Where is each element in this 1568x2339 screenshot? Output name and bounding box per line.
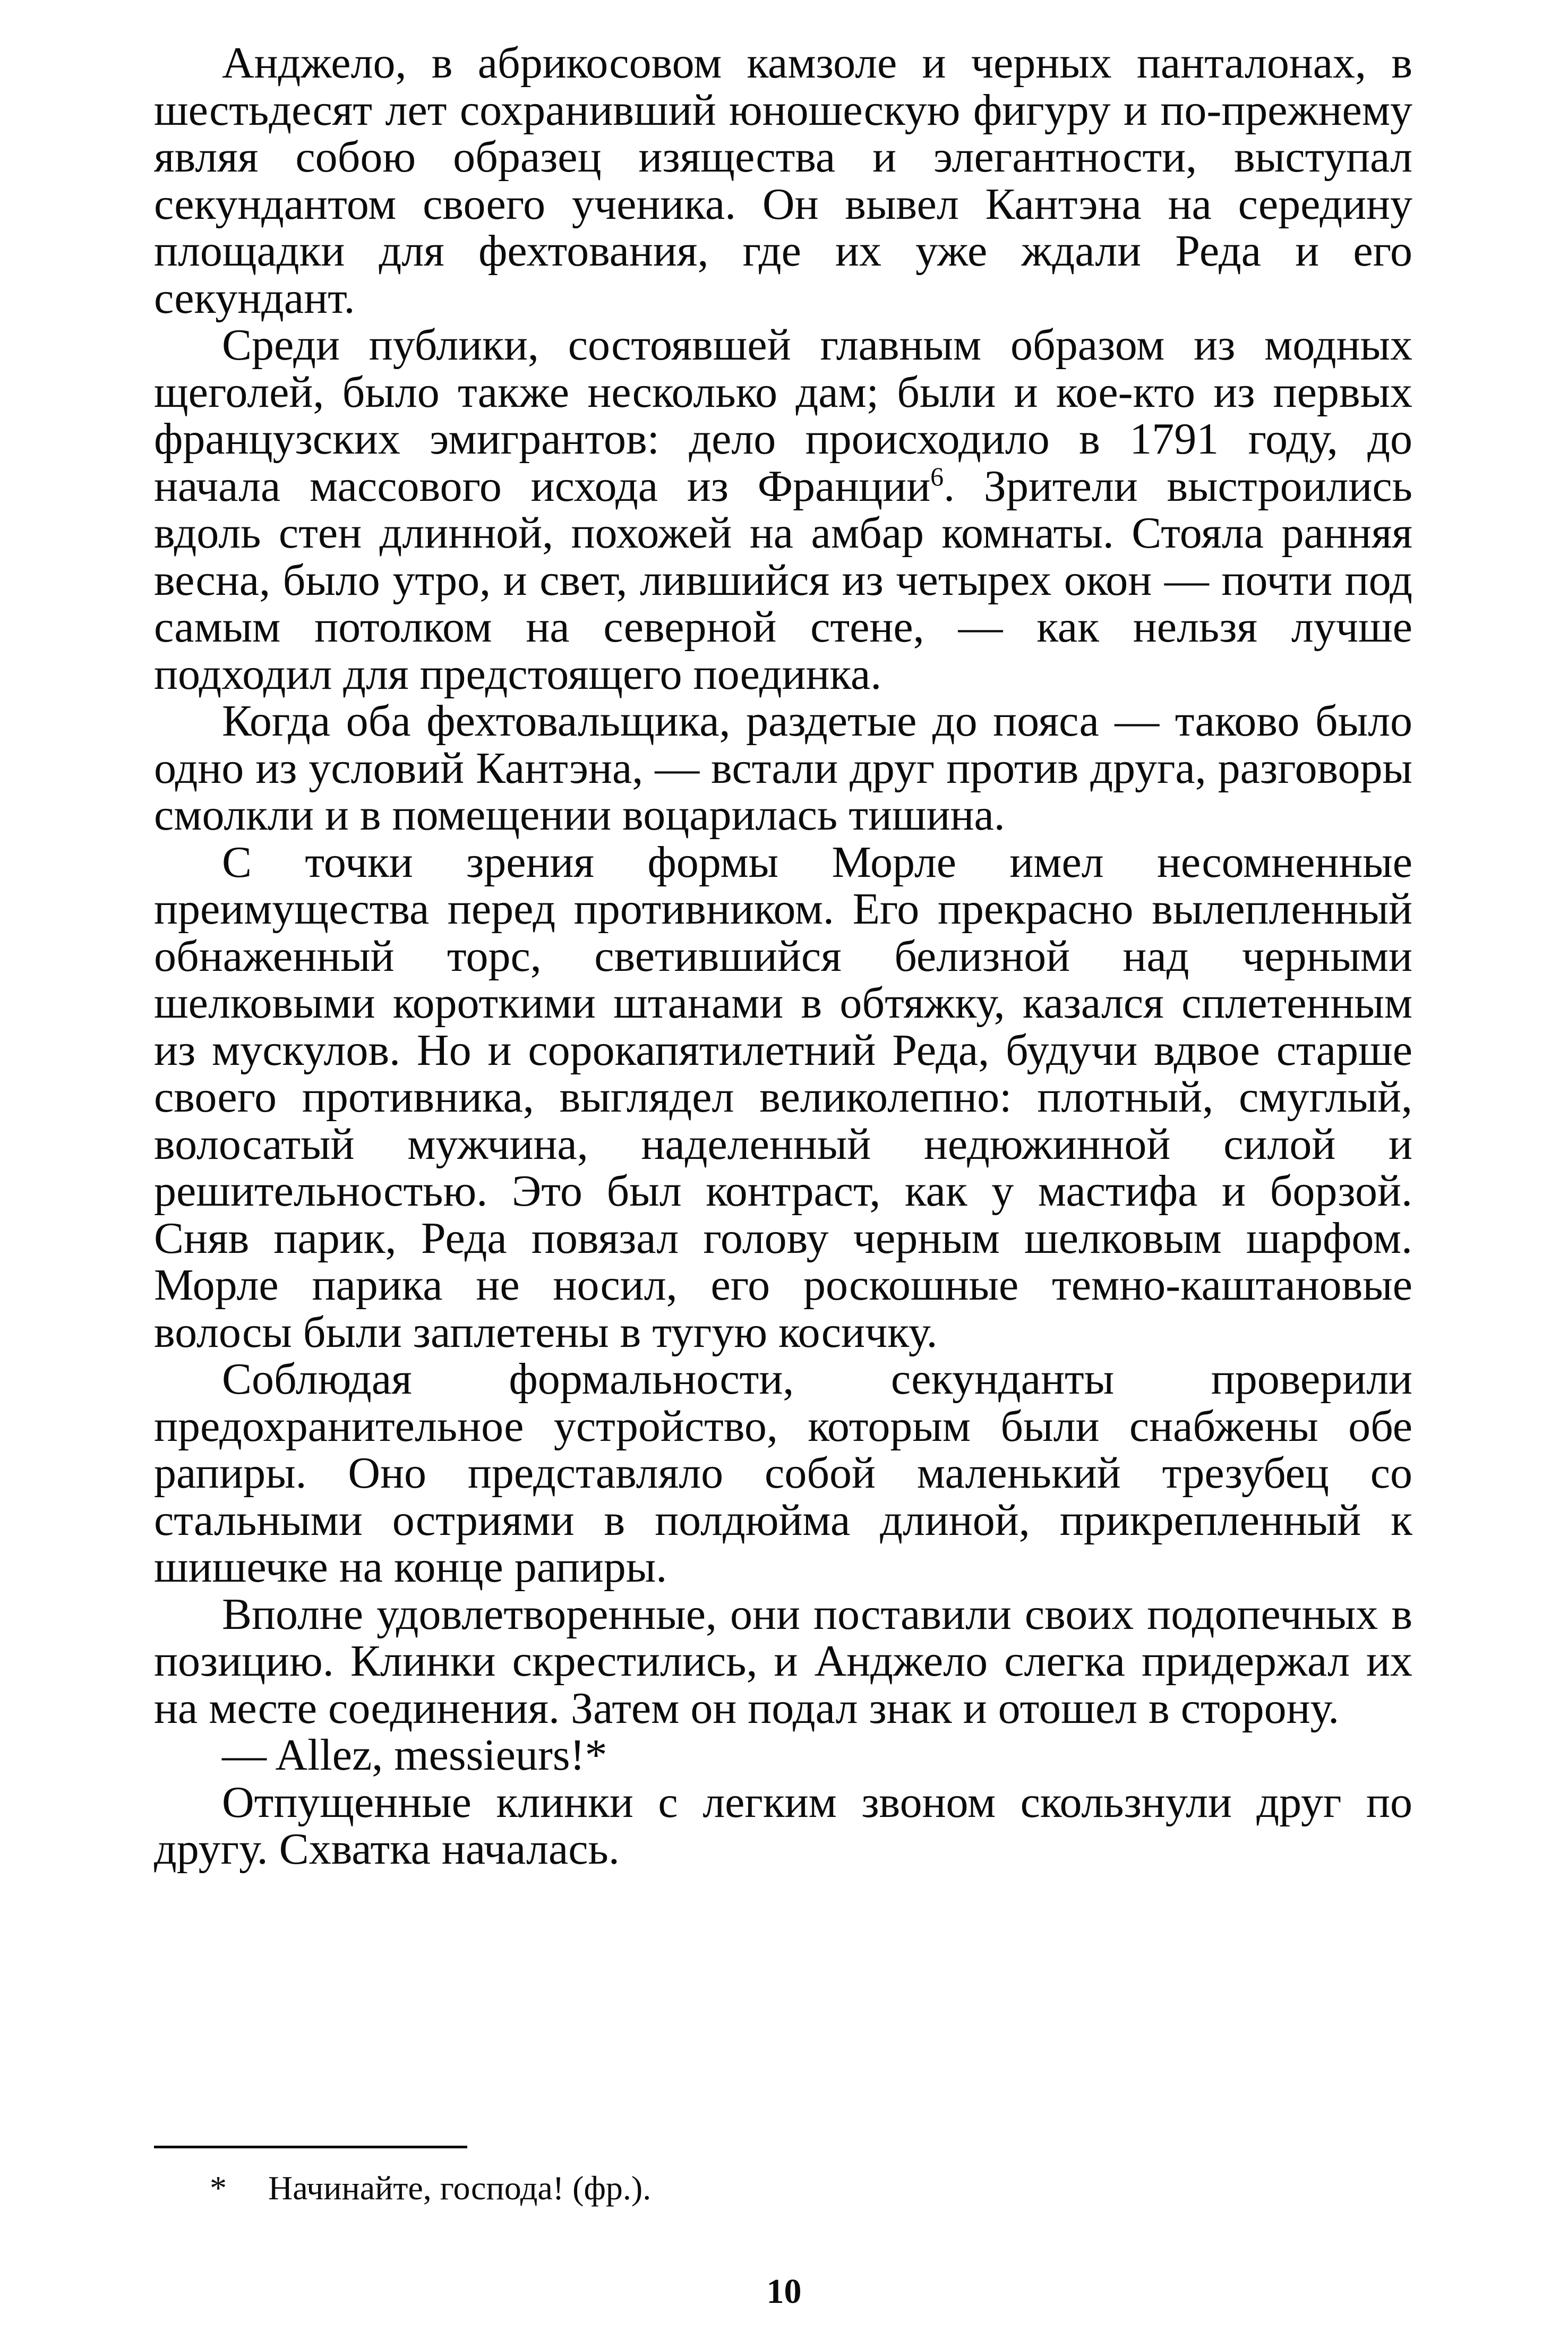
footnote-text: Начинайте, господа! (фр.). [268, 2169, 652, 2207]
paragraph-2-continuation: . Зрители выстроились вдоль стен длинной, похожей на амбар комнаты. Стояла ранняя весна, было утро, и свет, лившийся из четырех окон — почти под самым потолком на северной стене, — как нельзя лучше подходил для предстоящего поединка. [154, 461, 1412, 699]
paragraph-3: Когда оба фехтовальщика, раздетые до пояса — таково было одно из условий Кантэна, — встали друг против друга, разговоры смолкли и в помещении воцарилась тишина. [154, 696, 1412, 840]
dialogue-line: — Allez, messieurs!* [222, 1730, 607, 1780]
paragraph-4: С точки зрения формы Морле имел несомненные преимущества перед противником. Его прекрасно вылепленный обнаженный торс, светившийся белизной над черными шелковыми короткими штанами в обтяжку, казался сплетенным из мускулов. Но и сорокапятилетний Реда, будучи вдвое старше своего противника, выглядел великолепно: плотный, смуглый, волосатый мужчина, наделенный недюжинной силой и решительностью. Это был контраст, как у мастифа и борзой. Сняв парик, Реда повязал голову черным шелковым шарфом. Морле парика не носил, его роскошные темно-каштановые волосы были заплетены в тугую косичку. [154, 837, 1412, 1357]
footnote-marker: * [210, 2169, 227, 2207]
paragraph-6: Вполне удовлетворенные, они поставили своих подопечных в позицию. Клинки скрестились, и Анджело слегка придержал их на месте соединения. Затем он подал знак и отошел в сторону. [154, 1589, 1412, 1733]
page-number: 10 [766, 2272, 802, 2311]
paragraph-1: Анджело, в абрикосовом камзоле и черных панталонах, в шестьдесят лет сохранивший юношескую фигуру и по-прежнему являя собою образец изящества и элегантности, выступал секундантом своего ученика. Он вывел Кантэна на середину площадки для фехтования, где их уже ждали Реда и его секундант. [154, 38, 1412, 323]
footnote-divider [154, 2146, 467, 2148]
paragraph-8: Отпущенные клинки с легким звоном скользнули друг по другу. Схватка началась. [154, 1777, 1412, 1874]
footnote [210, 2167, 651, 2209]
paragraph-2-text: Среди публики, состоявшей главным образом из модных щеголей, было также несколько дам; были и кое-кто из первых французских эмигрантов: дело происходило в 1791 году, до начала массового исхода из Франции [154, 320, 1412, 511]
paragraph-2 [154, 322, 1412, 698]
paragraph-5: Соблюдая формальности, секунданты проверили предохранительное устройство, которым были снабжены обе рапиры. Оно представляло собой маленький трезубец со стальными остриями в полдюйма длиной, прикрепленный к шишечке на конце рапиры. [154, 1354, 1412, 1592]
page-body [154, 40, 1412, 1873]
note-reference-6: 6 [930, 461, 944, 491]
